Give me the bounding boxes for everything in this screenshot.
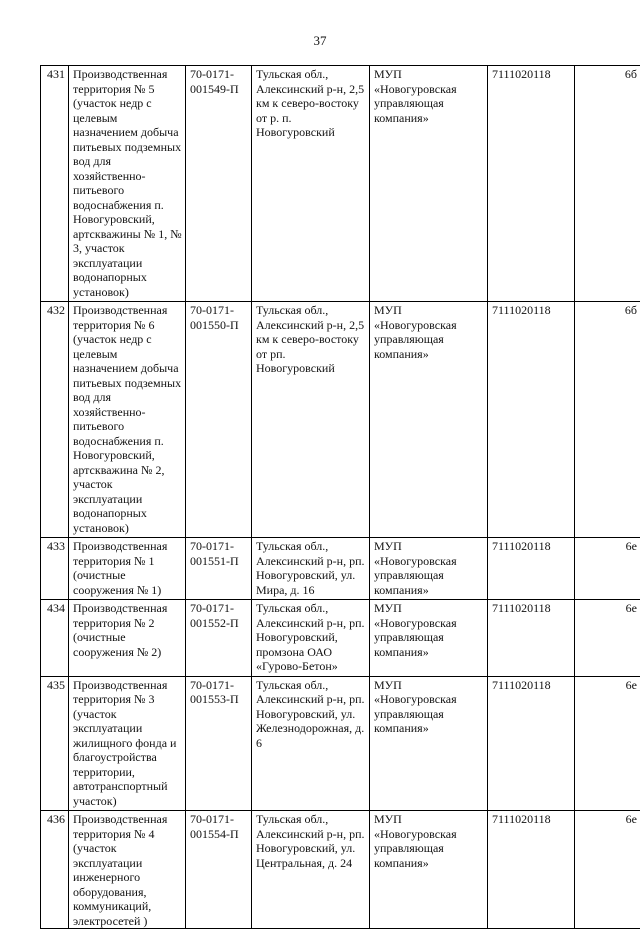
object-name: Производственная территория № 6 (участок недр с целевым назначением добыча питьевых подземных вод для хозяйственно-питьевого водоснабжения п. Новогуровский, артскважина № 2, участок эксплуатации водонапорных установок): [69, 302, 186, 538]
object-address: Тульская обл., Алексинский р-н, рп. Новогуровский, ул. Мира, д. 16: [252, 538, 370, 600]
operator-inn: 7111020118: [488, 302, 575, 538]
object-address: Тульская обл., Алексинский р-н, рп. Новогуровский, ул. Центральная, д. 24: [252, 811, 370, 929]
object-code: 70-0171-001551-П: [186, 538, 252, 600]
object-name: Производственная территория № 2 (очистные сооружения № 2): [69, 600, 186, 677]
operator-inn: 7111020118: [488, 66, 575, 302]
page-number: 37: [0, 33, 640, 49]
object-address: Тульская обл., Алексинский р-н, 2,5 км к северо-востоку от р. п. Новогуровский: [252, 66, 370, 302]
row-number: 432: [41, 302, 69, 538]
table-row: [41, 676, 640, 811]
operator-inn: 7111020118: [488, 811, 575, 929]
row-number: 433: [41, 538, 69, 600]
object-code: 70-0171-001550-П: [186, 302, 252, 538]
operator-name: МУП «Новогуровская управляющая компания»: [370, 538, 488, 600]
operator-inn: 7111020118: [488, 676, 575, 811]
object-code: 70-0171-001554-П: [186, 811, 252, 929]
category-code: 6б: [575, 302, 640, 538]
category-code: 6е: [575, 676, 640, 811]
row-number: 436: [41, 811, 69, 929]
table-row: [41, 600, 640, 677]
row-number: 435: [41, 676, 69, 811]
object-code: 70-0171-001549-П: [186, 66, 252, 302]
operator-name: МУП «Новогуровская управляющая компания»: [370, 66, 488, 302]
object-name: Производственная территория № 4 (участок эксплуатации инженерного оборудования, коммуникаций, электросетей ): [69, 811, 185, 928]
table-row: [41, 302, 640, 538]
operator-name: МУП «Новогуровская управляющая компания»: [370, 302, 488, 538]
category-code: 6е: [575, 811, 640, 929]
object-address: Тульская обл., Алексинский р-н, рп. Новогуровский, ул. Железнодорожная, д. 6: [252, 676, 370, 811]
category-code: 6е: [575, 538, 640, 600]
object-name: Производственная территория № 5 (участок недр с целевым назначением добыча питьевых подземных вод для хозяйственно-питьевого водоснабжения п. Новогуровский, артскважины № 1, № 3, участок эксплуатации водонапорных установок): [69, 66, 186, 302]
table-row: [41, 66, 640, 302]
operator-inn: 7111020118: [488, 538, 575, 600]
object-code: 70-0171-001553-П: [186, 676, 252, 811]
object-address: Тульская обл., Алексинский р-н, рп. Новогуровский, промзона ОАО «Гурово-Бетон»: [252, 600, 370, 677]
row-number: 431: [41, 66, 69, 302]
row-number: 434: [41, 600, 69, 677]
operator-name: МУП «Новогуровская управляющая компания»: [370, 811, 488, 929]
category-code: 6е: [575, 600, 640, 677]
registry-table: [40, 65, 640, 929]
operator-inn: 7111020118: [488, 600, 575, 677]
object-name: Производственная территория № 3 (участок эксплуатации жилищного фонда и благоустройства территории, автотранспортный участок): [69, 676, 186, 811]
object-address: Тульская обл., Алексинский р-н, 2,5 км к северо-востоку от рп. Новогуровский: [252, 302, 370, 538]
object-code: 70-0171-001552-П: [186, 600, 252, 677]
operator-name: МУП «Новогуровская управляющая компания»: [370, 676, 488, 811]
table-row: [41, 811, 640, 929]
operator-name: МУП «Новогуровская управляющая компания»: [370, 600, 488, 677]
table-row: [41, 538, 640, 600]
object-name-cell: [69, 811, 186, 929]
category-code: 6б: [575, 66, 640, 302]
object-name: Производственная территория № 1 (очистные сооружения № 1): [69, 538, 186, 600]
